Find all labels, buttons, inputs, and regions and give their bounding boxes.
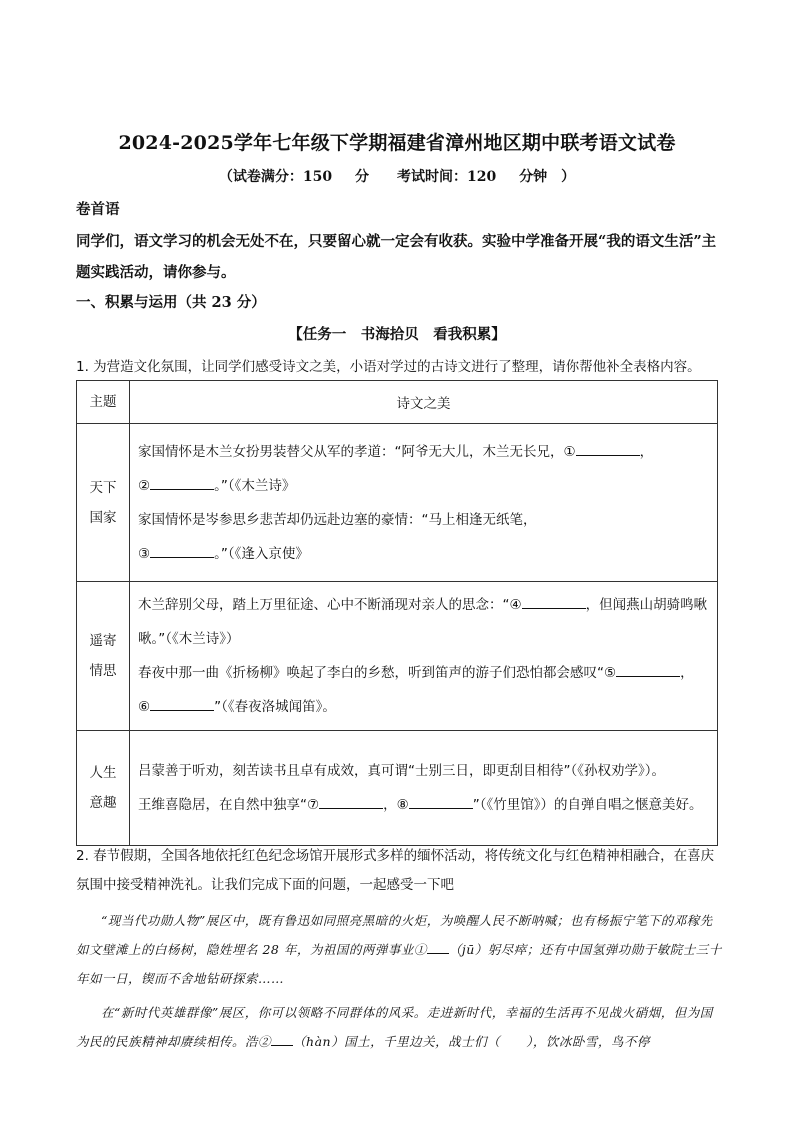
task-heading: 【任务一 书海拾贝 看我积累】 [288,326,506,343]
row-theme [77,424,130,582]
row-theme [77,582,130,731]
answer-blank[interactable] [319,794,383,809]
line-text: ② [138,477,151,494]
table-header-row [77,381,718,424]
answer-blank[interactable] [409,794,473,809]
passage-text: （hàn）国土，千里边关，战士们（ ），饮冰卧雪，鸟不停 [293,1034,650,1049]
question-2: 2. 春节假期，全国各地依托红色纪念场馆开展形式多样的缅怀活动，将传统文化与红色精神相融合，在喜庆氛围中接受精神洗礼。让我们完成下面的问题，一起感受一下吧 [76,848,715,893]
table-row [77,582,718,731]
passage-text: “现当代功勋人物”展区中，既有鲁迅如同照亮黑暗的火炬，为唤醒人民不断呐喊；也有杨振宁笔下的邓稼先如文壁滩上的白杨树，隐姓埋名 28 年，为祖国的两弹事业① [76,913,713,957]
answer-blank[interactable] [616,662,680,677]
answer-blank[interactable] [150,543,214,558]
answer-blank[interactable] [522,594,586,609]
row-content [130,582,718,731]
content-line: 家国情怀是岑参思乡悲苦却仍远赴边塞的豪情：“马上相逢无纸笔， [138,511,537,528]
preface-text: 同学们，语文学习的机会无处不在，只要留心就一定会有收获。实验中学准备开展“我的语文生活”主题实践活动，请你参与。 [76,233,717,281]
line-text: ， [639,443,654,460]
answer-blank[interactable] [150,475,214,490]
passage-paragraph [76,998,722,1056]
section-heading: 一、积累与运用（共 23 分） [76,294,266,311]
content-line [138,690,709,724]
line-text: ，⑧ [383,797,409,813]
row-content [130,731,718,846]
content-line: 吕蒙善于听劝，刻苦读书且卓有成效，真可谓“士别三日，即更刮目相待”（《孙权劝学》）。 [138,763,665,779]
content-line [138,435,709,469]
line-text: 王维喜隐居，在自然中独享“⑦ [138,797,320,813]
line-text: 春夜中那一曲《折杨柳》唤起了李白的乡愁，听到笛声的游子们恐怕都会感叹“⑤ [138,665,617,681]
passage-text: （jū）躬尽瘁；还有中国氢弹功勋于敏院士三十年如一日，锲而不舍地钻研探索…… [76,942,722,986]
content-line [138,656,709,690]
poem-table [76,380,718,846]
theme-label: 人生意趣 [89,765,117,811]
line-text: ⑥ [138,699,151,715]
row-content [130,424,718,582]
row-theme [77,731,130,846]
theme-label: 天下国家 [89,479,117,526]
answer-blank[interactable] [150,696,214,711]
passage-text: 在“新时代英雄群像”展区，你可以领略不同群体的风采。走进新时代，幸福的生活再不见战火硝烟，但为国为民的民族精神却赓续相传。浩② [76,1005,713,1049]
exam-subtitle: （试卷满分：150 分 考试时间：120 分钟 ） [218,169,576,185]
line-text: ，但闻燕山胡骑鸣啾啾。”（《木兰诗》） [138,597,708,647]
line-text: 。”（《木兰诗》 [214,477,296,494]
line-text: 。”（《逢入京使》 [214,545,309,562]
question-1: 1. 为营造文化氛围，让同学们感受诗文之美，小语对学过的古诗文进行了整理，请你帮他补全表格内容。 [76,359,701,375]
line-text: ， [680,665,694,681]
line-text: ③ [138,545,151,562]
header-theme: 主题 [77,381,130,424]
line-text: 家国情怀是木兰女扮男装替父从军的孝道：“阿爷无大儿，木兰无长兄，① [138,443,576,460]
answer-blank[interactable] [576,441,640,456]
content-line [138,788,709,822]
content-line [138,469,709,503]
line-text: ”（《春夜洛城闻笛》。 [214,699,336,715]
table-row [77,731,718,846]
answer-blank[interactable] [271,1033,293,1046]
content-line [138,588,709,656]
preface-heading: 卷首语 [76,201,120,218]
line-text: ”（《竹里馆》）的自弹自唱之惬意美好。 [472,797,703,813]
exam-title: 2024-2025学年七年级下学期福建省漳州地区期中联考语文试卷 [118,132,676,154]
header-poem: 诗文之美 [130,381,718,424]
content-line [138,537,709,571]
answer-blank[interactable] [427,941,449,954]
theme-label: 遥寄情思 [89,633,117,679]
line-text: 木兰辞别父母，踏上万里征途、心中不断涌现对亲人的思念：“④ [138,597,522,613]
table-row [77,424,718,582]
passage-paragraph [76,906,722,993]
